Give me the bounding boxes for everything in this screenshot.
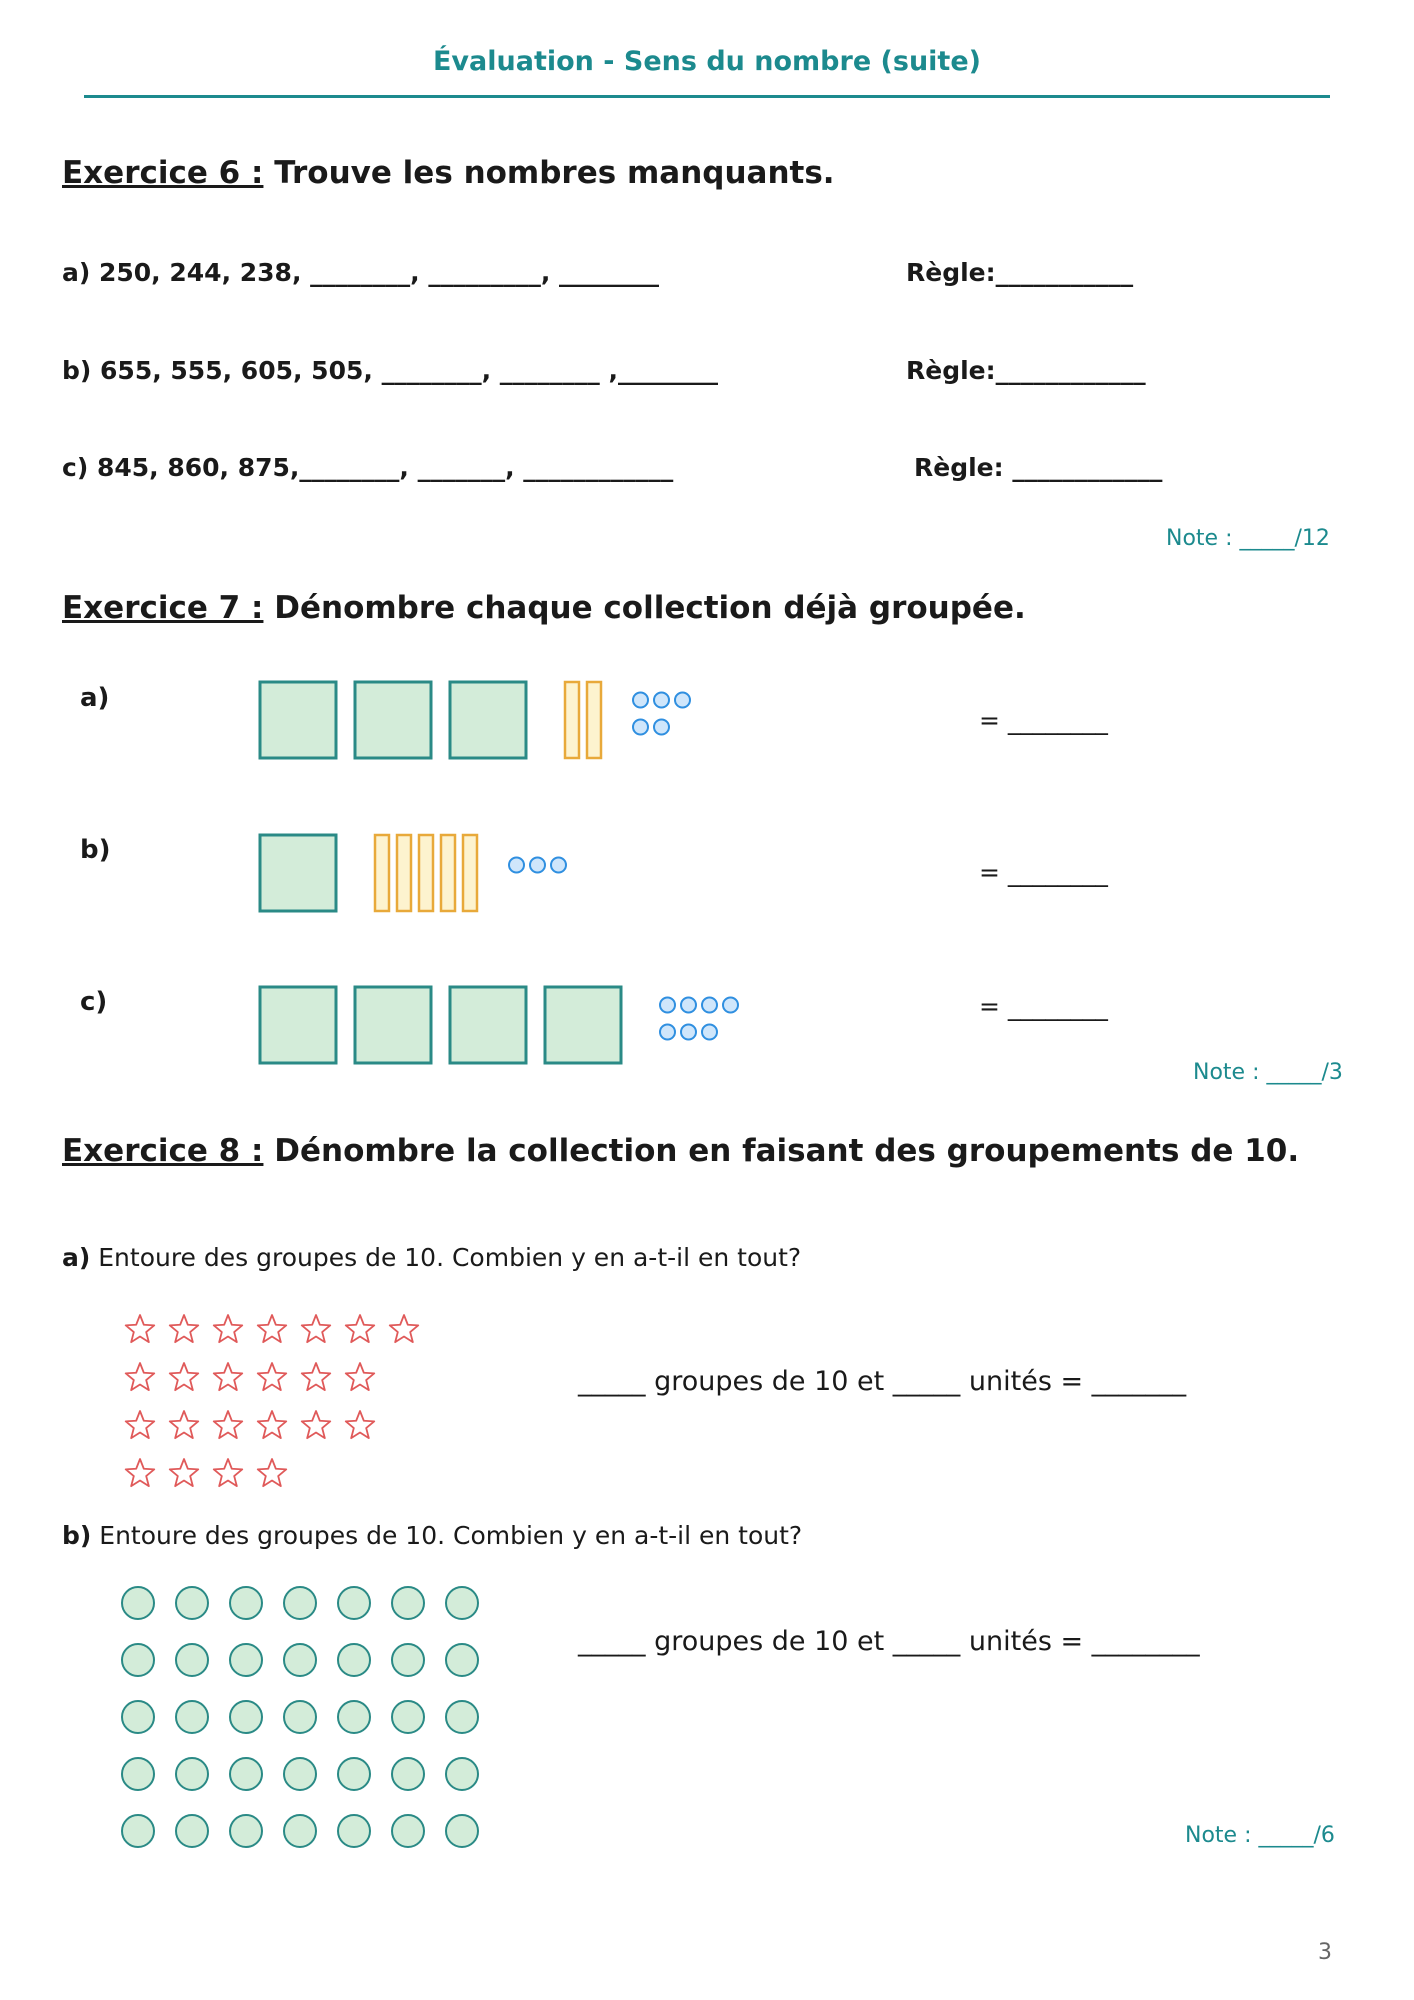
unit-cube bbox=[675, 693, 690, 708]
ex8-part-a-answer: _____ groupes de 10 et _____ unités = _______ bbox=[578, 1366, 1187, 1397]
circle-item bbox=[230, 1644, 262, 1676]
circle-item bbox=[176, 1758, 208, 1790]
ex8-part-a-instruction: Entoure des groupes de 10. Combien y en a-t-il en tout? bbox=[98, 1243, 802, 1272]
ex6-sequence-a: a) 250, 244, 238, ________, _________, ________ bbox=[62, 258, 660, 287]
star-item bbox=[126, 1411, 155, 1438]
circle-item bbox=[338, 1758, 370, 1790]
header-divider bbox=[84, 95, 1330, 98]
ex8-star-collection bbox=[120, 1310, 440, 1500]
star-item bbox=[214, 1315, 243, 1342]
circle-item bbox=[230, 1758, 262, 1790]
exercise-7-title bbox=[62, 590, 1026, 626]
unit-cube bbox=[654, 720, 669, 735]
ex8-part-b-instruction: Entoure des groupes de 10. Combien y en a-t-il en tout? bbox=[99, 1521, 803, 1550]
ex7-item-b-answer: = ________ bbox=[979, 858, 1108, 887]
circle-item bbox=[392, 1701, 424, 1733]
exercise-7-instruction: Dénombre chaque collection déjà groupée. bbox=[274, 590, 1026, 626]
circle-item bbox=[392, 1815, 424, 1847]
hundred-block bbox=[355, 682, 431, 758]
star-item bbox=[214, 1459, 243, 1486]
star-item bbox=[346, 1411, 375, 1438]
star-item bbox=[170, 1459, 199, 1486]
ex8-part-b-prompt bbox=[62, 1521, 802, 1550]
exercise-8-instruction: Dénombre la collection en faisant des groupements de 10. bbox=[274, 1133, 1300, 1169]
circle-item bbox=[122, 1701, 154, 1733]
circle-item bbox=[176, 1644, 208, 1676]
circle-item bbox=[284, 1644, 316, 1676]
star-item bbox=[302, 1411, 331, 1438]
circle-item bbox=[122, 1815, 154, 1847]
circle-item bbox=[392, 1644, 424, 1676]
star-item bbox=[346, 1315, 375, 1342]
star-item bbox=[258, 1315, 287, 1342]
circle-item bbox=[446, 1701, 478, 1733]
circle-item bbox=[338, 1587, 370, 1619]
star-item bbox=[346, 1363, 375, 1390]
ten-rod bbox=[397, 835, 411, 911]
ex7-item-b-blocks bbox=[258, 833, 738, 913]
unit-cube bbox=[681, 998, 696, 1013]
circle-item bbox=[284, 1701, 316, 1733]
unit-cube bbox=[702, 1025, 717, 1040]
hundred-block bbox=[355, 987, 431, 1063]
circle-item bbox=[230, 1815, 262, 1847]
circle-item bbox=[284, 1758, 316, 1790]
unit-cube bbox=[660, 998, 675, 1013]
star-item bbox=[214, 1411, 243, 1438]
star-item bbox=[302, 1363, 331, 1390]
ex6-rule-a: Règle:___________ bbox=[906, 258, 1134, 287]
circle-item bbox=[230, 1701, 262, 1733]
ex7-item-c-answer: = ________ bbox=[979, 992, 1108, 1021]
exercise-6-instruction: Trouve les nombres manquants. bbox=[274, 155, 835, 191]
exercise-7-label: Exercice 7 : bbox=[62, 590, 264, 626]
ex8-part-a-prompt bbox=[62, 1243, 801, 1272]
hundred-block bbox=[260, 682, 336, 758]
hundred-block bbox=[545, 987, 621, 1063]
circle-item bbox=[122, 1587, 154, 1619]
ten-rod bbox=[587, 682, 601, 758]
circle-item bbox=[284, 1815, 316, 1847]
circle-item bbox=[176, 1701, 208, 1733]
ex6-sequence-c: c) 845, 860, 875,________, _______, ____________ bbox=[62, 453, 674, 482]
star-item bbox=[170, 1363, 199, 1390]
unit-cube bbox=[509, 858, 524, 873]
ex8-score-note: Note : _____/6 bbox=[1185, 1823, 1335, 1848]
ex6-rule-c: Règle: ____________ bbox=[914, 453, 1163, 482]
star-item bbox=[258, 1363, 287, 1390]
ex7-item-b-label: b) bbox=[80, 835, 111, 865]
exercise-8-title bbox=[62, 1133, 1299, 1169]
ex8-circle-collection bbox=[118, 1584, 498, 1854]
ex7-score-note: Note : _____/3 bbox=[1193, 1060, 1343, 1085]
ex7-item-a-answer: = ________ bbox=[979, 706, 1108, 735]
ex6-rule-b: Règle:____________ bbox=[906, 356, 1146, 385]
ten-rod bbox=[565, 682, 579, 758]
star-item bbox=[302, 1315, 331, 1342]
circle-item bbox=[176, 1815, 208, 1847]
ex8-part-b-label: b) bbox=[62, 1521, 92, 1550]
unit-cube bbox=[654, 693, 669, 708]
hundred-block bbox=[450, 987, 526, 1063]
hundred-block bbox=[260, 835, 336, 911]
unit-cube bbox=[633, 693, 648, 708]
page-header-title: Évaluation - Sens du nombre (suite) bbox=[432, 46, 981, 77]
unit-cube bbox=[723, 998, 738, 1013]
ex7-item-a-label: a) bbox=[80, 683, 110, 713]
exercise-6-title bbox=[62, 155, 835, 191]
ex6-sequence-b: b) 655, 555, 605, 505, ________, ________ ,________ bbox=[62, 356, 718, 385]
ex8-part-b-answer: _____ groupes de 10 et _____ unités = ________ bbox=[578, 1626, 1200, 1657]
circle-item bbox=[392, 1758, 424, 1790]
unit-cube bbox=[681, 1025, 696, 1040]
ex7-item-a-blocks bbox=[258, 680, 738, 760]
star-item bbox=[170, 1315, 199, 1342]
exercise-6-label: Exercice 6 : bbox=[62, 155, 264, 191]
circle-item bbox=[446, 1758, 478, 1790]
ex8-part-a-label: a) bbox=[62, 1243, 91, 1272]
circle-item bbox=[284, 1587, 316, 1619]
circle-item bbox=[392, 1587, 424, 1619]
ex7-item-c-blocks bbox=[258, 985, 778, 1065]
circle-item bbox=[338, 1701, 370, 1733]
ten-rod bbox=[419, 835, 433, 911]
star-item bbox=[258, 1411, 287, 1438]
page-number: 3 bbox=[1318, 1940, 1332, 1965]
ten-rod bbox=[441, 835, 455, 911]
exercise-8-label: Exercice 8 : bbox=[62, 1133, 264, 1169]
unit-cube bbox=[660, 1025, 675, 1040]
unit-cube bbox=[633, 720, 648, 735]
ex6-score-note: Note : _____/12 bbox=[1166, 526, 1330, 551]
circle-item bbox=[338, 1815, 370, 1847]
star-item bbox=[214, 1363, 243, 1390]
star-item bbox=[126, 1315, 155, 1342]
ten-rod bbox=[375, 835, 389, 911]
hundred-block bbox=[450, 682, 526, 758]
star-item bbox=[390, 1315, 419, 1342]
circle-item bbox=[446, 1815, 478, 1847]
star-item bbox=[126, 1363, 155, 1390]
circle-item bbox=[176, 1587, 208, 1619]
star-item bbox=[126, 1459, 155, 1486]
star-item bbox=[258, 1459, 287, 1486]
circle-item bbox=[446, 1587, 478, 1619]
circle-item bbox=[122, 1644, 154, 1676]
ten-rod bbox=[463, 835, 477, 911]
unit-cube bbox=[551, 858, 566, 873]
circle-item bbox=[338, 1644, 370, 1676]
ex7-item-c-label: c) bbox=[80, 987, 108, 1017]
circle-item bbox=[446, 1644, 478, 1676]
unit-cube bbox=[530, 858, 545, 873]
circle-item bbox=[122, 1758, 154, 1790]
hundred-block bbox=[260, 987, 336, 1063]
unit-cube bbox=[702, 998, 717, 1013]
star-item bbox=[170, 1411, 199, 1438]
circle-item bbox=[230, 1587, 262, 1619]
